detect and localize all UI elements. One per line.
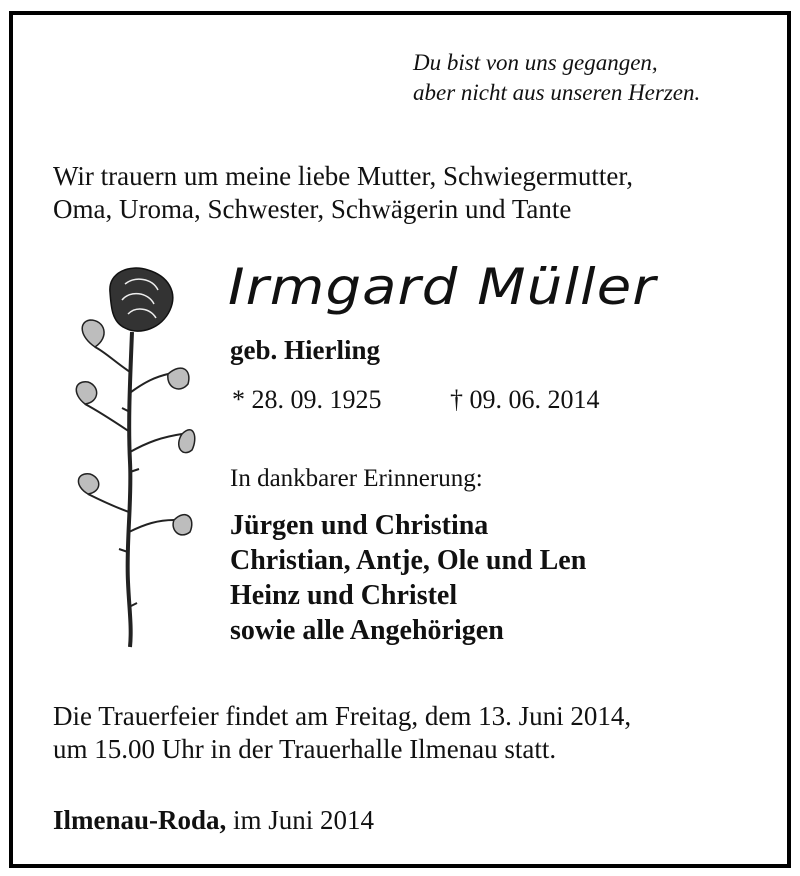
motto-line-1: Du bist von uns gegangen,: [413, 50, 658, 75]
funeral-info: [53, 700, 743, 766]
rose-icon: [70, 262, 200, 652]
mourner-line: sowie alle Angehörigen: [230, 615, 504, 646]
birth-name: geb. Hierling: [230, 335, 380, 365]
funeral-line-1: Die Trauerfeier findet am Freitag, dem 13. Juni 2014,: [53, 701, 632, 731]
intro-line-1: Wir trauern um meine liebe Mutter, Schwiegermutter,: [53, 161, 634, 191]
mourners-list: [230, 508, 586, 648]
mourner-line: Heinz und Christel: [230, 580, 458, 611]
birth-date: * 28. 09. 1925: [232, 385, 382, 414]
motto-line-2: aber nicht aus unseren Herzen.: [413, 80, 701, 105]
mourners-heading: In dankbarer Erinnerung:: [230, 465, 483, 492]
date: im Juni 2014: [226, 805, 375, 835]
life-dates: [232, 385, 600, 415]
deceased-name: Irmgard Müller: [228, 258, 657, 316]
motto: [413, 48, 700, 108]
intro-text: [53, 160, 741, 226]
funeral-line-2: um 15.00 Uhr in der Trauerhalle Ilmenau statt.: [53, 734, 557, 764]
place: Ilmenau-Roda,: [53, 805, 227, 835]
mourner-line: Jürgen und Christina: [230, 510, 489, 541]
intro-line-2: Oma, Uroma, Schwester, Schwägerin und Tante: [53, 194, 572, 224]
mourner-line: Christian, Antje, Ole und Len: [230, 545, 587, 576]
death-date: † 09. 06. 2014: [450, 385, 600, 414]
place-date: [53, 805, 374, 836]
